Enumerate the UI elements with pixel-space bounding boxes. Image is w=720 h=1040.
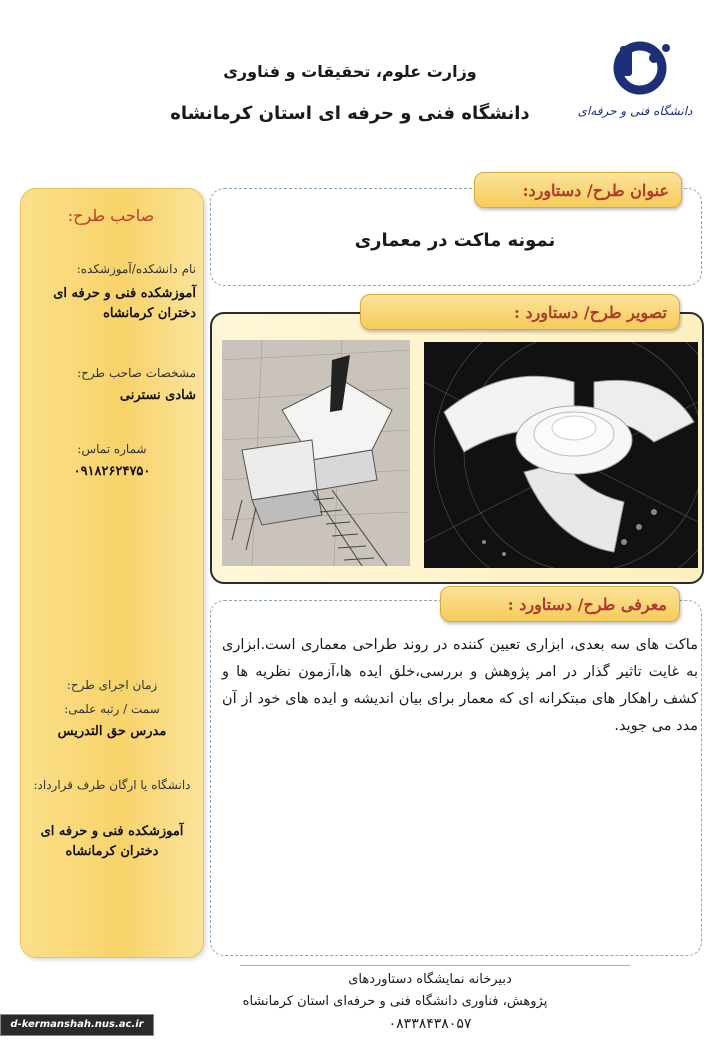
college-value: آموزشکده فنی و حرفه ای دختران کرمانشاه	[53, 286, 196, 321]
owner-label: مشخصات صاحب طرح:	[77, 366, 196, 380]
phone-label: شماره تماس:	[77, 442, 147, 456]
university-logo-icon	[568, 38, 698, 138]
rank-label: سمت / رتبه علمی:	[64, 702, 160, 716]
project-title: نمونه ماکت در معماری	[354, 230, 556, 251]
org-value: آموزشکده فنی و حرفه ای دختران کرمانشاه	[40, 824, 184, 859]
time-label: زمان اجرای طرح:	[66, 678, 158, 692]
site-watermark[interactable]: d-kermanshah.nus.ac.ir	[0, 1014, 154, 1036]
university-title: دانشگاه فنی و حرفه ای استان کرمانشاه	[170, 103, 530, 124]
owner-title: صاحب طرح:	[67, 206, 155, 225]
maquette-photo-right	[424, 342, 698, 568]
maquette-photo-left	[222, 340, 410, 566]
owner-value: شادی نسترنی	[119, 388, 196, 403]
intro-text: ماکت های سه بعدی، ابزاری تعیین کننده در روند طراحی معماری است.ابزاری به غایت تاثیر گذار در امر پژوهش و بررسی،خلق ایده ها،آزمون نظریه ها و کشف راهکار های مبتکرانه ای که معمار برای بیان اندیشه و ایده های خود از آن مدد می جوید.	[222, 637, 698, 734]
intro-tag: معرفی طرح/ دستاورد :	[440, 586, 680, 622]
ministry-title: وزارت علوم، تحقیقات و فناوری	[223, 62, 477, 81]
image-tag: تصویر طرح/ دستاورد :	[360, 294, 680, 330]
footer-divider	[240, 965, 630, 966]
footer-phone: ۰۸۳۳۸۴۳۸۰۵۷	[388, 1016, 472, 1032]
org-label: دانشگاه یا ارگان طرف قرارداد:	[33, 778, 191, 792]
title-tag: عنوان طرح/ دستاورد:	[474, 172, 682, 208]
rank-value: مدرس حق التدریس	[57, 724, 167, 739]
footer-line1: دبیرخانه نمایشگاه دستاوردهای	[348, 972, 512, 987]
college-label: نام دانشکده/آموزشکده:	[76, 262, 196, 276]
footer-line2: پژوهش، فناوری دانشگاه فنی و حرفه‌ای استان کرمانشاه	[242, 994, 548, 1009]
phone-value: ۰۹۱۸۲۶۲۴۷۵۰	[73, 464, 151, 479]
logo-text: دانشگاه فنی و حرفه‌ای	[577, 104, 693, 118]
